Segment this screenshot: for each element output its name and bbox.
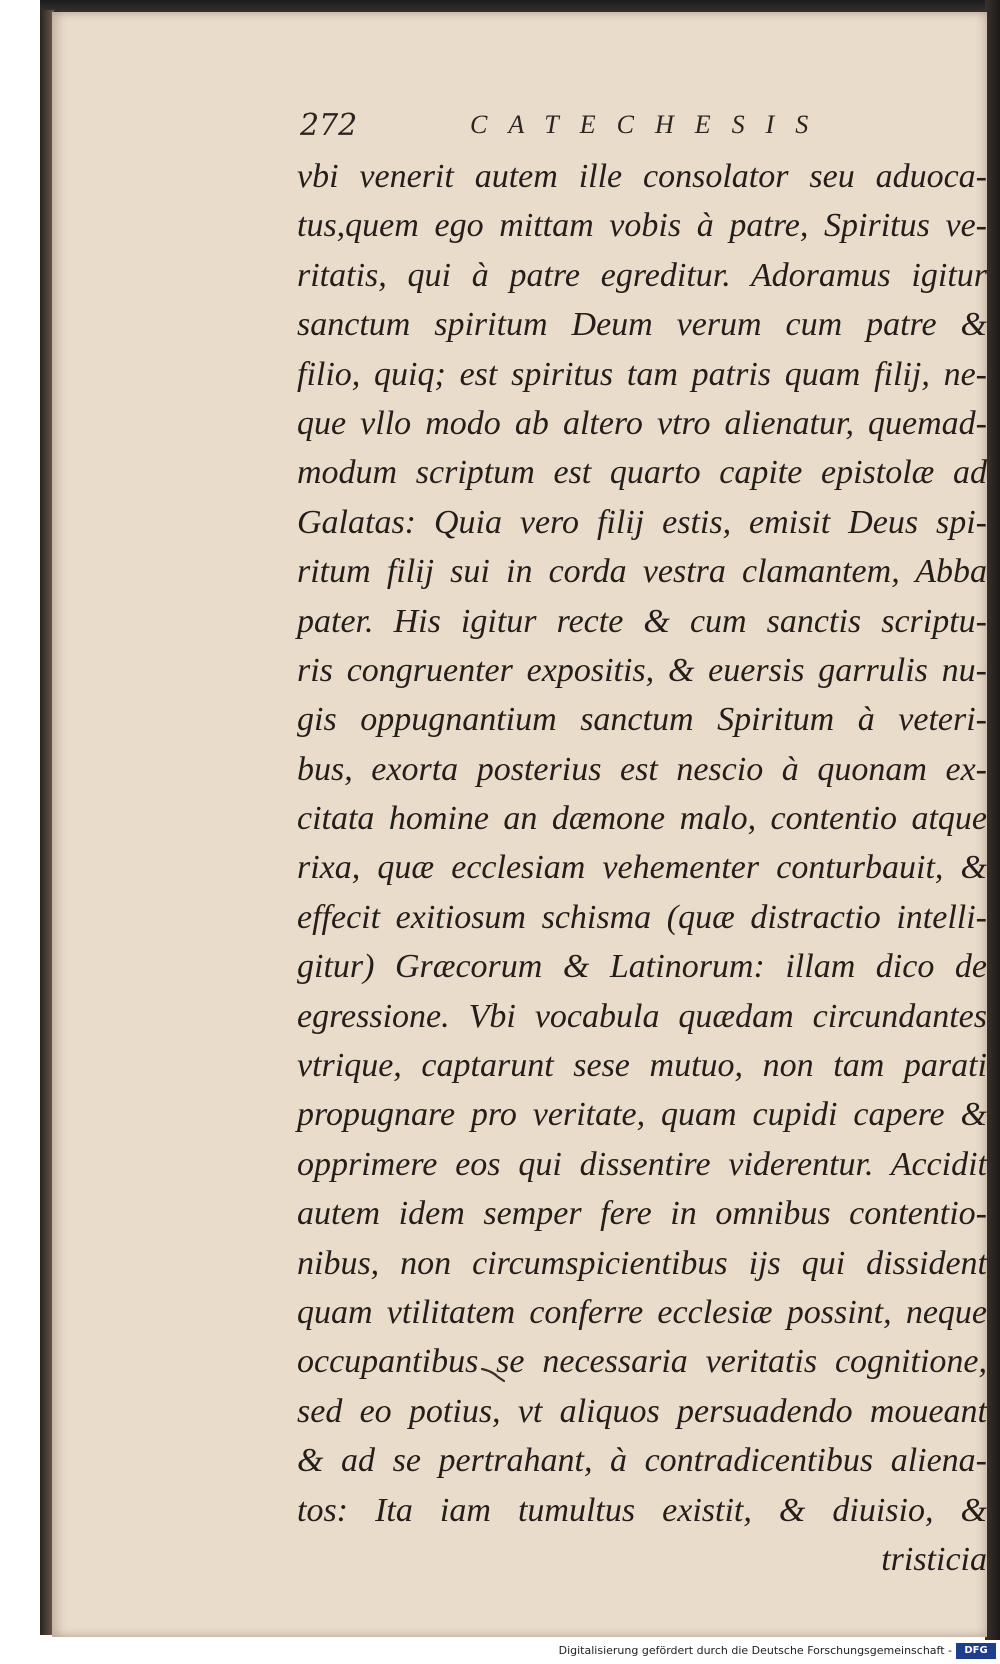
text-line: sanctum spiritum Deum verum cum patre & [297, 306, 987, 344]
running-head: CATECHESIS [470, 110, 830, 139]
text-line: citata homine an dæmone malo, contentio atque [297, 800, 987, 838]
text-line: quam vtilitatem conferre ecclesiæ possint, neque [297, 1293, 987, 1331]
page-number: 272 [300, 108, 358, 143]
text-line: nibus, non circumspicientibus ijs qui dissident [297, 1244, 987, 1282]
text-line: autem idem semper fere in omnibus contentio- [297, 1195, 987, 1233]
text-line: tos: Ita iam tumultus existit, & diuisio, & [297, 1491, 987, 1529]
text-line: ritum filij sui in corda vestra clamantem, Abba [297, 553, 987, 591]
text-line: opprimere eos qui dissentire viderentur. Accidit [297, 1145, 987, 1183]
text-line: modum scriptum est quarto capite epistolæ ad [297, 454, 987, 492]
text-line: occupantibus se necessaria veritatis cognitione, [297, 1343, 987, 1381]
text-line: & ad se pertrahant, à contradicentibus aliena- [297, 1442, 987, 1480]
book-edge-right [985, 0, 1000, 1640]
text-line: ritatis, qui à patre egreditur. Adoramus igitur [297, 256, 987, 294]
page-header [300, 108, 870, 148]
text-line: Galatas: Quia vero filij estis, emisit Deus spi- [297, 503, 987, 541]
text-line: que vllo modo ab altero vtro alienatur, quemad- [297, 404, 987, 442]
text-line: bus, exorta posterius est nescio à quonam ex- [297, 750, 987, 788]
text-line: rixa, quæ ecclesiam vehementer conturbauit, & [297, 849, 987, 887]
body-text [297, 152, 987, 1584]
text-line: sed eo potius, vt aliquos persuadendo moueant [297, 1392, 987, 1430]
text-line: gitur) Græcorum & Latinorum: illam dico de [297, 948, 987, 986]
footer-bar [0, 1640, 1000, 1664]
text-line: tus,quem ego mittam vobis à patre, Spiritus ve- [297, 207, 987, 245]
text-line: vbi venerit autem ille consolator seu aduoca- [297, 158, 987, 195]
digitization-credit: Digitalisierung gefördert durch die Deutsche Forschungsgemeinschaft - [558, 1644, 952, 1657]
ink-mark [480, 1365, 510, 1385]
text-line: pater. His igitur recte & cum sanctis scriptu- [297, 602, 987, 640]
text-line: vtrique, captarunt sese mutuo, non tam parati [297, 1047, 987, 1085]
text-line: propugnare pro veritate, quam cupidi capere & [297, 1096, 987, 1134]
text-line: effecit exitiosum schisma (quæ distractio intelli- [297, 898, 987, 936]
text-line: filio, quiq; est spiritus tam patris quam filij, ne- [297, 355, 987, 393]
dfg-logo: DFG [956, 1643, 996, 1659]
text-line: gis oppugnantium sanctum Spiritum à veteri- [297, 701, 987, 739]
text-line: ris congruenter expositis, & euersis garrulis nu- [297, 651, 987, 689]
text-line: egressione. Vbi vocabula quædam circundantes [297, 997, 987, 1035]
catchword: tristicia [881, 1540, 987, 1578]
